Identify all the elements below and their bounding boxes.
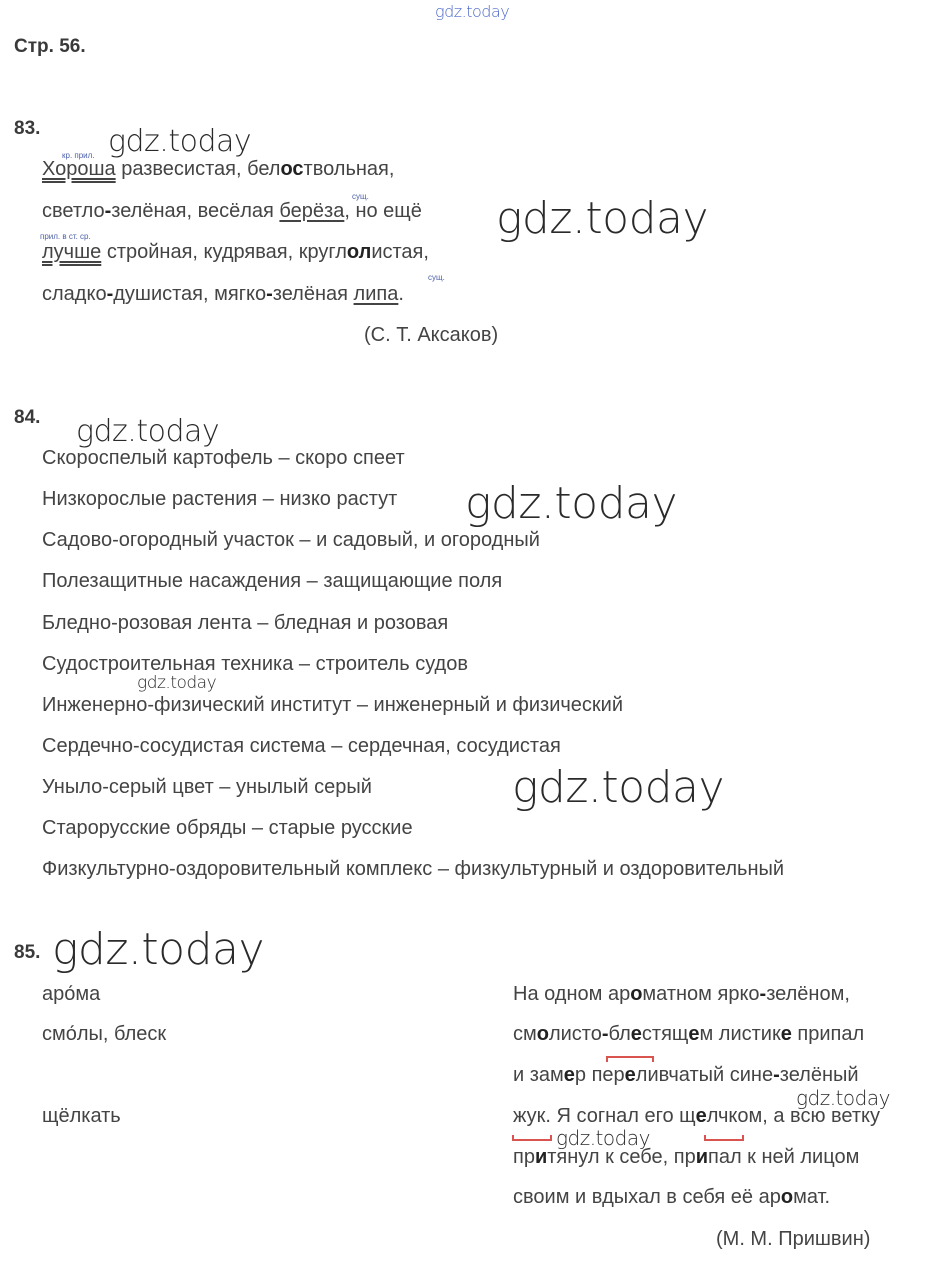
watermark: gdz.today — [137, 673, 217, 693]
watermark: gdz.today — [556, 1126, 650, 1150]
note-short-adjective: кр. прил. — [62, 151, 95, 160]
exercise-83-number: 83. — [14, 118, 41, 139]
prishvin-line-3: и замер переливчатый сине-зелёный — [513, 1064, 859, 1086]
prishvin-line-2: смолисто-блестящем листике припал — [513, 1023, 865, 1045]
watermark: gdz.today — [52, 924, 265, 975]
top-watermark: gdz.today — [435, 2, 510, 21]
list-item: Низкорослые растения – низко растут — [42, 488, 398, 510]
list-item: Полезащитные насаждения – защищающие поля — [42, 570, 503, 592]
prefix-mark — [512, 1135, 552, 1141]
prishvin-line-4: жук. Я согнал его щелчком, а всю ветку — [513, 1105, 880, 1127]
poem-line-4: сладко-душистая, мягко-зелёная липа. — [42, 283, 404, 305]
author-aksakov: (С. Т. Аксаков) — [364, 324, 499, 346]
list-item: Физкультурно-оздоровительный комплекс – физкультурный и оздоровительный — [42, 858, 785, 880]
note-comparative: прил. в ст. ср. — [40, 232, 91, 241]
watermark: gdz.today — [796, 1086, 890, 1110]
list-item: Сердечно-сосудистая система – сердечная, сосудистая — [42, 735, 561, 757]
author-prishvin: (М. М. Пришвин) — [716, 1228, 871, 1250]
root-word: щёлкать — [42, 1105, 121, 1127]
list-item: Бледно-розовая лента – бледная и розовая — [42, 612, 449, 634]
list-item: Уныло-серый цвет – унылый серый — [42, 776, 372, 798]
watermark: gdz.today — [512, 762, 725, 813]
root-word: аро́ма — [42, 983, 101, 1005]
list-item: Старорусские обряды – старые русские — [42, 817, 413, 839]
root-word: смо́лы, блеск — [42, 1023, 167, 1045]
exercise-85-number: 85. — [14, 942, 41, 963]
poem-line-2: светло-зелёная, весёлая берёза, но ещё — [42, 200, 422, 222]
note-noun: сущ. — [428, 273, 445, 282]
list-item: Садово-огородный участок – и садовый, и огородный — [42, 529, 540, 551]
watermark: gdz.today — [76, 414, 220, 449]
list-item: Судостроительная техника – строитель судов — [42, 653, 468, 675]
list-item: Инженерно-физический институт – инженерный и физический — [42, 694, 624, 716]
poem-line-3: лучше стройная, кудрявая, круглолистая, — [42, 241, 429, 263]
list-item: Скороспелый картофель – скоро спеет — [42, 447, 405, 469]
page-label: Стр. 56. — [14, 36, 86, 57]
prishvin-line-5: притянул к себе, припал к ней лицом — [513, 1146, 860, 1168]
watermark: gdz.today — [496, 193, 709, 244]
prefix-mark — [704, 1135, 744, 1141]
poem-line-1: Хороша развесистая, белоствольная, — [42, 158, 395, 180]
watermark: gdz.today — [108, 124, 252, 159]
prishvin-line-6: своим и вдыхал в себя её аромат. — [513, 1186, 830, 1208]
prefix-mark — [606, 1056, 654, 1062]
watermark: gdz.today — [465, 478, 678, 529]
exercise-84-number: 84. — [14, 407, 41, 428]
note-noun: сущ. — [352, 192, 369, 201]
prishvin-line-1: На одном ароматном ярко-зелёном, — [513, 983, 850, 1005]
